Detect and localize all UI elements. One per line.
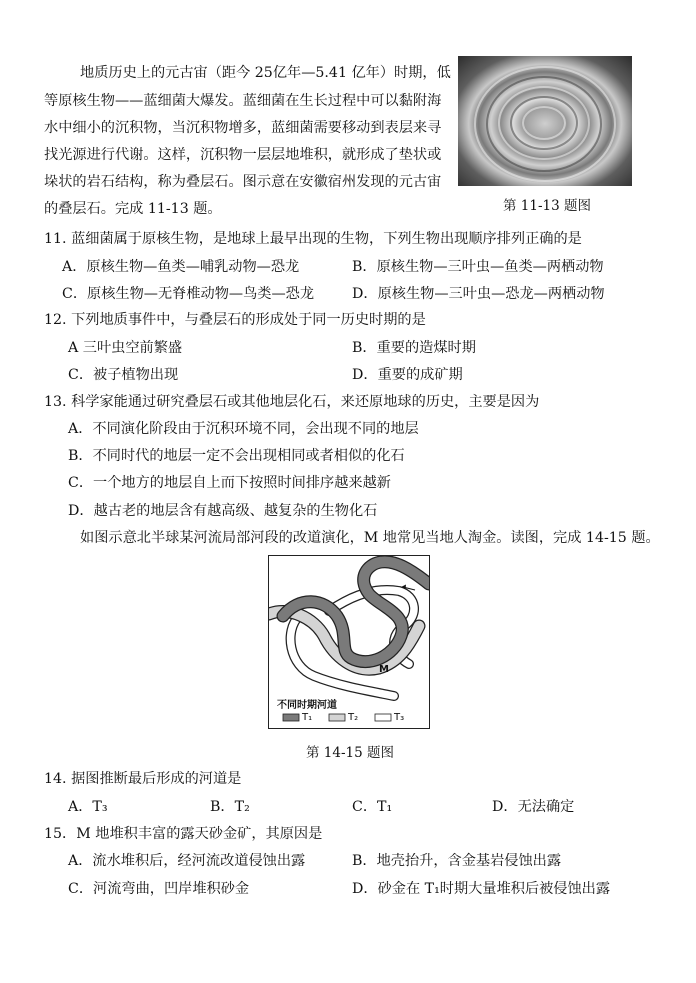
q13-stem: 13. 科学家能通过研究叠层石或其他地层化石，来还原地球的历史，主要是因为 bbox=[44, 394, 540, 410]
q13-option-b: B．不同时代的地层一定不会出现相同或者相似的化石 bbox=[68, 448, 405, 464]
q12-option-b: B．重要的造煤时期 bbox=[352, 340, 476, 356]
intro2-text: 如图示意北半球某河流局部河段的改道演化，M 地常见当地人淘金。读图，完成 14-15 题。 bbox=[80, 530, 660, 546]
q14-option-c: C．T₁ bbox=[352, 799, 393, 815]
q11-option-a: A．原核生物—鱼类—哺乳动物—恐龙 bbox=[62, 259, 300, 275]
q11-option-d: D．原核生物—三叶虫—恐龙—两栖动物 bbox=[352, 286, 605, 302]
intro-line-3: 水中细小的沉积物，当沉积物增多，蓝细菌需要移动到表层来寻 bbox=[44, 120, 442, 136]
q13-option-a: A．不同演化阶段由于沉积环境不同，会出现不同的地层 bbox=[68, 421, 419, 437]
legend-title: 不同时期河道 bbox=[277, 700, 337, 711]
q12-option-a: A 三叶虫空前繁盛 bbox=[68, 340, 183, 356]
legend-label-t2: T₂ bbox=[348, 712, 359, 723]
legend-label-t3: T₃ bbox=[394, 712, 405, 723]
q11-option-c: C．原核生物—无脊椎动物—鸟类—恐龙 bbox=[62, 286, 315, 302]
q15-option-c: C．河流弯曲，凹岸堆积砂金 bbox=[68, 881, 250, 897]
q15-option-b: B．地壳抬升，含金基岩侵蚀出露 bbox=[352, 853, 562, 869]
q15-option-d: D．砂金在 T₁时期大量堆积后被侵蚀出露 bbox=[352, 881, 611, 897]
intro-line-5: 垛状的岩石结构，称为叠层石。图示意在安徽宿州发现的元古宙 bbox=[44, 174, 442, 190]
map-caption: 第 14-15 题图 bbox=[306, 745, 395, 761]
intro-line-1: 地质历史上的元古宙（距今 25亿年—5.41 亿年）时期，低 bbox=[80, 65, 451, 81]
q11-option-b: B．原核生物—三叶虫—鱼类—两栖动物 bbox=[352, 259, 604, 275]
river-map bbox=[268, 555, 430, 729]
intro-line-2: 等原核生物——蓝细菌大爆发。蓝细菌在生长过程中可以黏附海 bbox=[44, 93, 442, 109]
map-label-m: M bbox=[379, 664, 389, 675]
q15-stem: 15．M 地堆积丰富的露天砂金矿，其原因是 bbox=[44, 826, 323, 842]
legend-swatch-t3 bbox=[375, 714, 391, 721]
q14-stem: 14. 据图推断最后形成的河道是 bbox=[44, 771, 242, 787]
intro-line-6: 的叠层石。完成 11-13 题。 bbox=[44, 201, 222, 217]
legend-swatch-t1 bbox=[283, 714, 299, 721]
intro-line-4: 找光源进行代谢。这样，沉积物一层层地堆积，就形成了垫状或 bbox=[44, 147, 442, 163]
q13-option-c: C．一个地方的地层自上而下按照时间排序越来越新 bbox=[68, 475, 391, 491]
legend-swatch-t2 bbox=[329, 714, 345, 721]
q14-option-b: B．T₂ bbox=[210, 799, 250, 815]
q14-option-d: D．无法确定 bbox=[492, 799, 575, 815]
q12-option-c: C．被子植物出现 bbox=[68, 367, 179, 383]
stromatolite-photo bbox=[458, 56, 632, 186]
q13-option-d: D．越古老的地层含有越高级、越复杂的生物化石 bbox=[68, 503, 378, 519]
q15-option-a: A．流水堆积后，经河流改道侵蚀出露 bbox=[68, 853, 306, 869]
legend-label-t1: T₁ bbox=[302, 712, 313, 723]
photo-caption: 第 11-13 题图 bbox=[503, 198, 592, 214]
q11-stem: 11. 蓝细菌属于原核生物，是地球上最早出现的生物，下列生物出现顺序排列正确的是 bbox=[44, 231, 582, 247]
q14-option-a: A．T₃ bbox=[68, 799, 108, 815]
q12-option-d: D．重要的成矿期 bbox=[352, 367, 463, 383]
q12-stem: 12. 下列地质事件中，与叠层石的形成处于同一历史时期的是 bbox=[44, 312, 426, 328]
